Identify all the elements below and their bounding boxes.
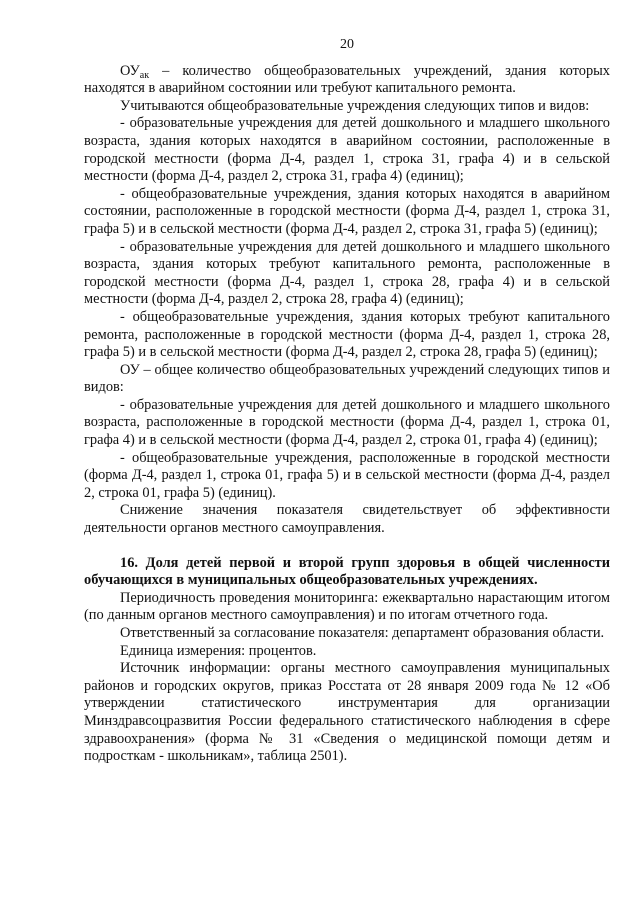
list-item-general-emergency: - общеобразовательные учреждения, здания которых находятся в аварийном состоянии, расположенные в городской местности (форма Д-4, раздел 1, строка 31, графа 5) и в сельской местности (форма Д-4, раздел 2, строка 31, графа 5) (единиц); — [84, 185, 610, 237]
ou-ak-symbol: ОУ — [120, 62, 140, 79]
list-item-general-repair: - общеобразовательные учреждения, здания которых требуют капитального ремонта, расположенные в городской местности (форма Д-4, раздел 1, строка 28, графа 5) и в сельской местности (форма Д-4, раздел 2, строка 28, графа 5) (единиц); — [84, 308, 610, 361]
paragraph-periodicity: Периодичность проведения мониторинга: ежеквартально нарастающим итогом (по данным органов местного самоуправления) и по итогам отчетного года. — [84, 589, 610, 624]
ou-total-definition: ОУ – общее количество общеобразовательных учреждений следующих типов и видов: — [84, 361, 610, 396]
paragraph-responsible: Ответственный за согласование показателя: департамент образования области. — [120, 625, 605, 641]
list-item-preschool-total: - образовательные учреждения для детей дошкольного и младшего школьного возраста, расположенные в городской местности (форма Д-4, раздел 1, строка 01, графа 4) и в сельской местности (форма Д-4, раздел 2, строка 01, графа 4) (единиц); — [84, 396, 610, 449]
list-item-preschool-emergency: - образовательные учреждения для детей дошкольного и младшего школьного возраста, здания которых находятся в аварийном состоянии, расположенные в городской местности (форма Д-4, раздел 1, строка 31, графа 4) и в сельской местности (форма Д-4, раздел 2, строка 31, графа 4) (единиц); — [84, 115, 610, 185]
section-title: 16. Доля детей первой и второй групп здоровья в общей численности обучающихся в муниципальных общеобразовательных учреждениях. — [84, 554, 610, 589]
paragraph-types-intro: Учитываются общеобразовательные учреждения следующих типов и видов: — [120, 97, 590, 114]
paragraph-source: Источник информации: органы местного самоуправления муниципальных районов и городских округов, приказ Росстата от 28 января 2009 года № 12 «Об утверждении статистического инструментария для организации Минздравсоцразвития России федерального статистического наблюдения в сфере здравоохранения» (форма № 31 «Сведения о медицинской помощи детям и подросткам - школьникам», таблица 2501). — [84, 660, 610, 765]
ou-ak-definition — [84, 63, 610, 98]
ou-ak-subscript: ак — [139, 69, 150, 81]
list-item-general-total: - общеобразовательные учреждения, расположенные в городской местности (форма Д-4, раздел 1, строка 01, графа 5) и в сельской местности (форма Д-4, раздел 2, строка 01, графа 5) (единиц). — [84, 449, 610, 501]
paragraph-efficiency-note: Снижение значения показателя свидетельствует об эффективности деятельности органов местного самоуправления. — [84, 502, 610, 537]
document-page — [84, 36, 610, 766]
section-spacer — [84, 538, 610, 555]
page-number: 20 — [340, 37, 354, 52]
ou-ak-definition-text: – количество общеобразовательных учреждений, здания которых находятся в аварийном состоянии или требуют капитального ремонта. — [84, 62, 610, 97]
paragraph-unit: Единица измерения: процентов. — [120, 642, 317, 659]
list-item-preschool-repair: - образовательные учреждения для детей дошкольного и младшего школьного возраста, здания которых требуют капитального ремонта, расположенные в городской местности (форма Д-4, раздел 1, строка 28, графа 4) и в сельской местности (форма Д-4, раздел 2, строка 28, графа 4) (единиц); — [84, 238, 610, 308]
